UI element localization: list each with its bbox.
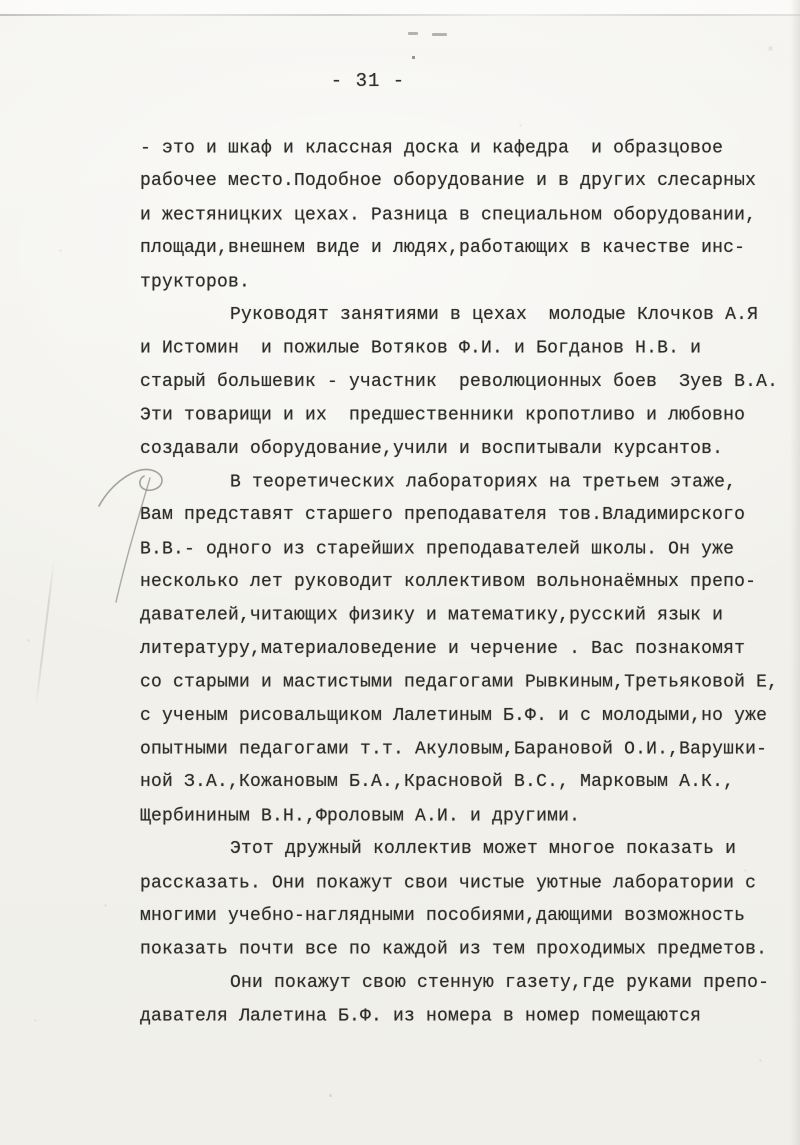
text-line: Щербининым В.Н.,Фроловым А.И. и другими. <box>140 806 581 827</box>
text-line: давателя Лалетина Б.Ф. из номера в номер помещаются <box>140 1006 702 1027</box>
text-line: В теоретических лабораториях на третьем этаже, <box>230 472 737 493</box>
text-line: трукторов. <box>140 271 251 292</box>
scan-edge-strip <box>0 0 800 14</box>
text-line: Руководят занятиями в цехах молодые Клочков А.Я <box>230 304 759 325</box>
text-line: опытными педагогами т.т. Акуловым,Барановой О.И.,Варушки- <box>140 739 768 760</box>
paper-crease <box>35 558 55 707</box>
text-line: площади,внешнем виде и людях,работающих в качестве инс- <box>140 238 746 259</box>
text-line: Этот дружный коллектив может многое показать и <box>230 839 737 860</box>
scan-line-artifact <box>0 14 800 16</box>
text-line: рабочее место.Подобное оборудование и в других слесарных <box>140 171 757 192</box>
text-line: со старыми и мастистыми педагогами Рывкиным,Третьяковой Е, <box>140 672 779 693</box>
page-number: - 31 - <box>330 70 406 92</box>
text-line: давателей,читающих физику и математику,русский язык и <box>140 605 724 626</box>
text-line: с ученым рисовальщиком Лалетиным Б.Ф. и с молодыми,но уже <box>140 705 768 726</box>
text-line: Эти товарищи и их предшественники кропотливо и любовно <box>140 405 746 426</box>
text-line: литературу,материаловедение и черчение . Вас познакомят <box>140 638 746 659</box>
text-line: рассказать. Они покажут свои чистые уютные лаборатории с <box>140 872 757 893</box>
text-line: Вам представят старшего преподавателя тов.Владимирского <box>140 505 746 526</box>
text-line: и Истомин и пожилые Вотяков Ф.И. и Богданов Н.В. и <box>140 338 702 359</box>
text-line: - это и шкаф и классная доска и кафедра и образцовое <box>140 138 724 159</box>
page-edge-shadow <box>790 0 800 1145</box>
paper-specks <box>0 0 1 1</box>
text-line: создавали оборудование,учили и воспитывали курсантов. <box>140 438 724 459</box>
pencil-annotation-mark <box>95 450 195 620</box>
text-line: старый большевик - участник революционных боев Зуев В.А. <box>140 371 779 392</box>
typewriter-smudge <box>408 32 418 35</box>
text-line: многими учебно-наглядными пособиями,дающими возможность <box>140 905 746 926</box>
text-line: В.В.- одного из старейших преподавателей школы. Он уже <box>140 539 735 560</box>
text-line: несколько лет руководит коллективом вольнонаёмных препо- <box>140 572 757 593</box>
text-line: Они покажут свою стенную газету,где руками препо- <box>230 972 770 993</box>
text-line: ной З.А.,Кожановым Б.А.,Красновой В.С., Марковым А.К., <box>140 772 735 793</box>
text-line: показать почти все по каждой из тем проходимых предметов. <box>140 939 768 960</box>
typewritten-text-block <box>140 132 800 1034</box>
text-line: и жестяницких цехах. Разница в специальном оборудовании, <box>140 205 757 226</box>
typewriter-smudge <box>432 33 447 36</box>
